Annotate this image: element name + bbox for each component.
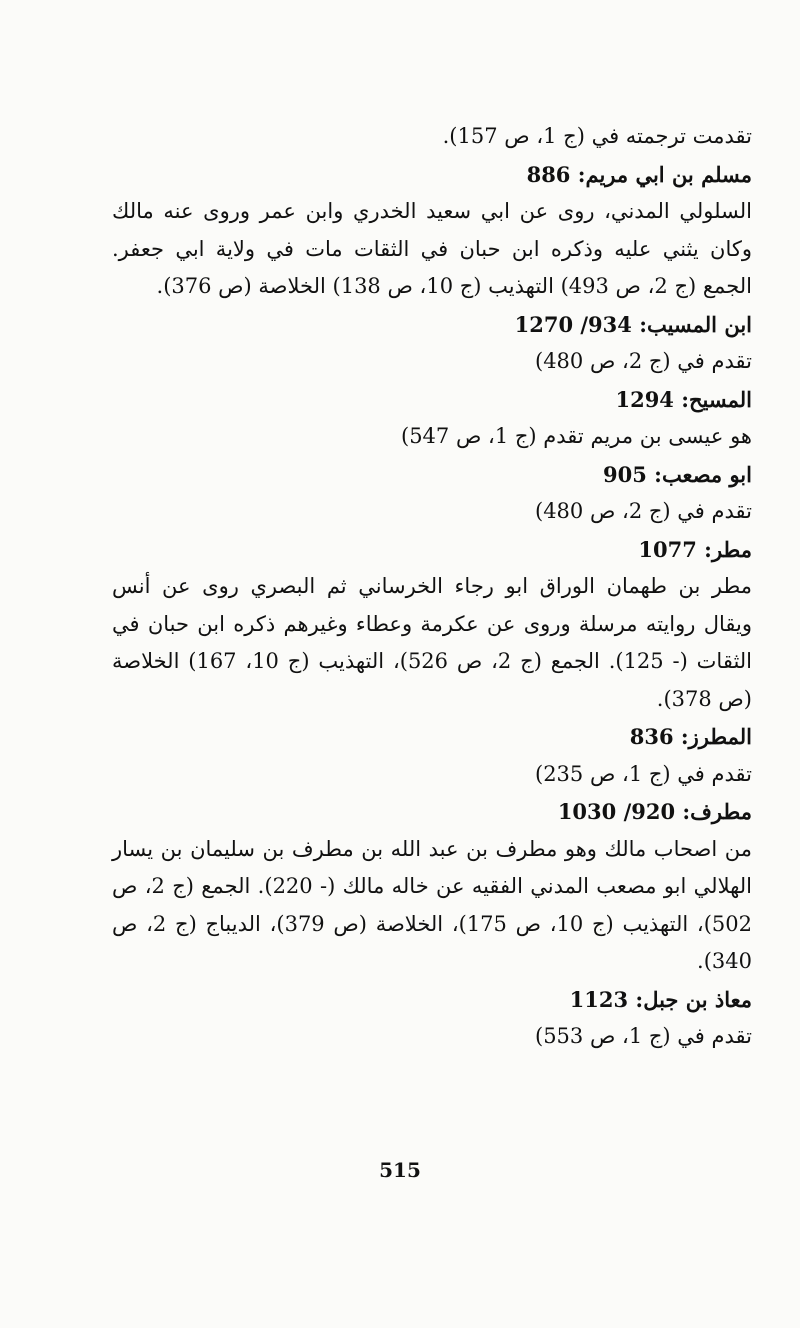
entry-heading: ابو مصعب: 905 (603, 461, 752, 487)
entry-heading: مسلم بن ابي مريم: 886 (526, 161, 752, 187)
text-line: هو عيسى بن مريم تقدم (ج 1، ص 547) (400, 424, 752, 448)
text-line: تقدم في (ج 1، ص 553) (534, 1024, 752, 1048)
entry-heading: مطر: 1077 (638, 536, 752, 562)
page-number: 515 (379, 1158, 421, 1182)
entry-heading: مطرف: 920/ 1030 (557, 799, 752, 824)
text-line: تقدم في (ج 2، ص 480) (534, 349, 752, 373)
entry-body: من اصحاب مالك وهو مطرف بن عبد الله بن مطرف بن سليمان بن يسار الهلالي ابو مصعب المدني الفقيه عن خاله مالك (- 220). الجمع (ج 2، ص 502)، التهذيب (ج 10، ص 175)، الخلاصة (ص 379)، الديباج (ج 2، ص 340). (112, 836, 753, 973)
page-text (112, 118, 752, 1056)
entry-heading: ابن المسيب: 934/ 1270 (514, 311, 752, 337)
entry-body: السلولي المدني، روى عن ابي سعيد الخدري وابن عمر وروى عنه مالك وكان يثني عليه وذكره ابن حبان في الثقات مات في ولاية ابي جعفر. الجمع (ج 2، ص 493) التهذيب (ج 10، ص 138) الخلاصة (ص 376). (112, 199, 752, 298)
text-line: تقدمت ترجمته في (ج 1، ص 157). (442, 124, 752, 148)
entry-heading: معاذ بن جبل: 1123 (569, 986, 752, 1012)
text-line: تقدم في (ج 2، ص 480) (534, 499, 752, 523)
text-line: تقدم في (ج 1، ص 235) (534, 761, 752, 786)
entry-heading: المسيح: 1294 (615, 386, 752, 412)
entry-heading: المطرز: 836 (629, 724, 752, 749)
entry-body: مطر بن طهمان الوراق ابو رجاء الخرساني ثم البصري روى عن أنس ويقال روايته مرسلة وروى عن عكرمة وعطاء وغيرهم ذكره ابن حبان في الثقات (- 125). الجمع (ج 2، ص 526)، التهذيب (ج 10، 167) الخلاصة (ص 378). (112, 574, 753, 711)
